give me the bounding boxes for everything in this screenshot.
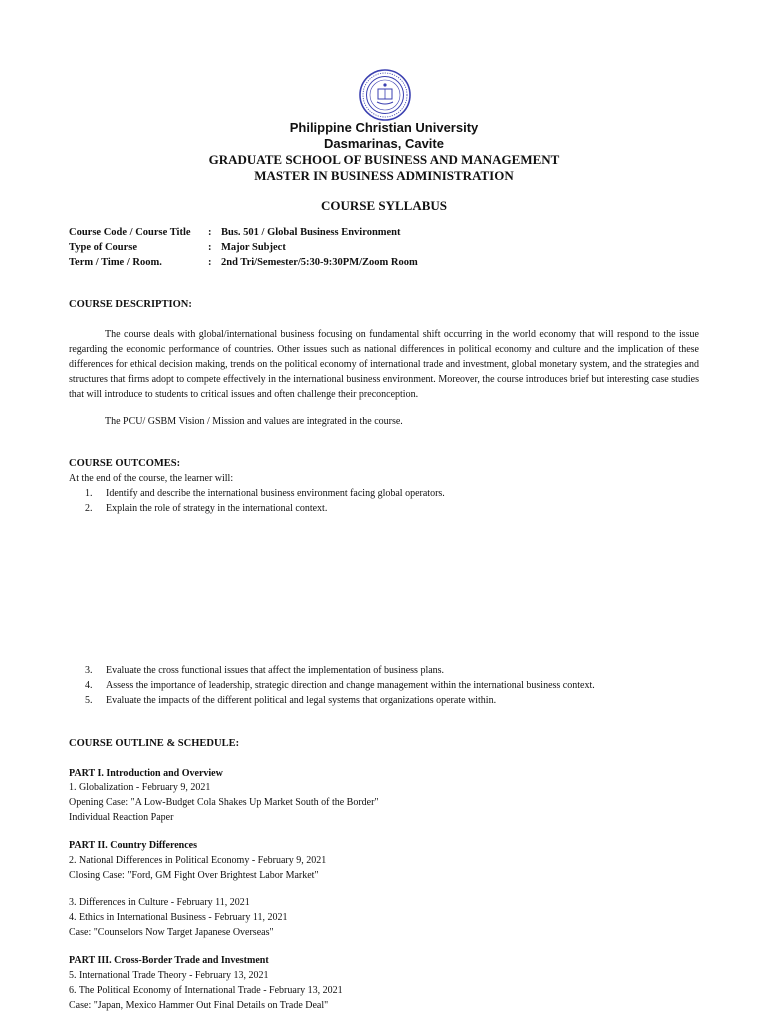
- outline-line: 6. The Political Economy of International Trade - February 13, 2021: [69, 985, 343, 996]
- description-paragraph: The course deals with global/international business focusing on fundamental shift occurring in the world economy that will respond to the issue regarding the economic performance of countries. Other issues such as national differences in political economy and culture and the implication of these differences for ethical decision making, trends on the political economy of international trade and investment, global monetary system, and the strategies and structures that firms adopt to compete effectively in the international business environment. Moreover, the course introduces brief but interesting case studies that will introduce to students to critical issues and often challenge their preconception.: [69, 329, 699, 401]
- document-title: COURSE SYLLABUS: [320, 198, 448, 213]
- outline-heading: COURSE OUTLINE & SCHEDULE:: [69, 738, 240, 749]
- outline-line: 5. International Trade Theory - February 13, 2021: [69, 970, 269, 981]
- university-seal-logo: [359, 69, 411, 121]
- outcomes-intro: At the end of the course, the learner will:: [69, 473, 234, 484]
- outcomes-heading: COURSE OUTCOMES:: [69, 458, 181, 469]
- outline-line: 1. Globalization - February 9, 2021: [69, 782, 211, 793]
- description-note: The PCU/ GSBM Vision / Mission and values are integrated in the course.: [105, 416, 403, 427]
- list-item: 5. Evaluate the impacts of the different political and legal systems that organizations operate within.: [85, 695, 497, 706]
- course-type-value: Major Subject: [221, 242, 286, 253]
- outline-line: Closing Case: "Ford, GM Fight Over Brightest Labor Market": [69, 870, 319, 881]
- part-3-title: PART III. Cross-Border Trade and Investment: [69, 955, 269, 966]
- list-item: 1. Identify and describe the international business environment facing global operators.: [85, 488, 445, 499]
- outline-line: 3. Differences in Culture - February 11, 2021: [69, 897, 250, 908]
- outline-line: Opening Case: "A Low-Budget Cola Shakes Up Market South of the Border": [69, 797, 379, 808]
- outline-line: Case: "Japan, Mexico Hammer Out Final Details on Trade Deal": [69, 1000, 329, 1011]
- list-item: 2. Explain the role of strategy in the international context.: [85, 503, 328, 514]
- outline-line: Individual Reaction Paper: [69, 812, 174, 823]
- outline-line: 4. Ethics in International Business - February 11, 2021: [69, 912, 288, 923]
- outline-line: Case: "Counselors Now Target Japanese Overseas": [69, 927, 274, 938]
- list-item: 4. Assess the importance of leadership, strategic direction and change management within the international business context.: [85, 680, 595, 691]
- part-2-title: PART II. Country Differences: [69, 840, 197, 851]
- school-name: GRADUATE SCHOOL OF BUSINESS AND MANAGEMENT: [208, 152, 560, 167]
- list-item: 3. Evaluate the cross functional issues that affect the implementation of business plans.: [85, 665, 445, 676]
- course-term-label: Term / Time / Room.: [69, 257, 162, 268]
- course-type-label: Type of Course: [69, 242, 138, 253]
- part-1-title: PART I. Introduction and Overview: [69, 768, 223, 779]
- university-name: Philippine Christian University: [289, 120, 479, 135]
- course-code-label: Course Code / Course Title: [69, 227, 191, 238]
- outline-line: 2. National Differences in Political Economy - February 9, 2021: [69, 855, 327, 866]
- university-location: Dasmarinas, Cavite: [324, 136, 444, 151]
- description-heading: COURSE DESCRIPTION:: [69, 299, 192, 310]
- course-info-row: Course Code / Course Title : Bus. 501 / Global Business Environment: [69, 227, 401, 238]
- course-info-row: Term / Time / Room. : 2nd Tri/Semester/5:30-9:30PM/Zoom Room: [69, 257, 418, 268]
- program-name: MASTER IN BUSINESS ADMINISTRATION: [254, 168, 514, 183]
- course-info-row: Type of Course : Major Subject: [69, 242, 286, 253]
- course-term-value: 2nd Tri/Semester/5:30-9:30PM/Zoom Room: [221, 257, 418, 268]
- course-code-value: Bus. 501 / Global Business Environment: [221, 227, 401, 238]
